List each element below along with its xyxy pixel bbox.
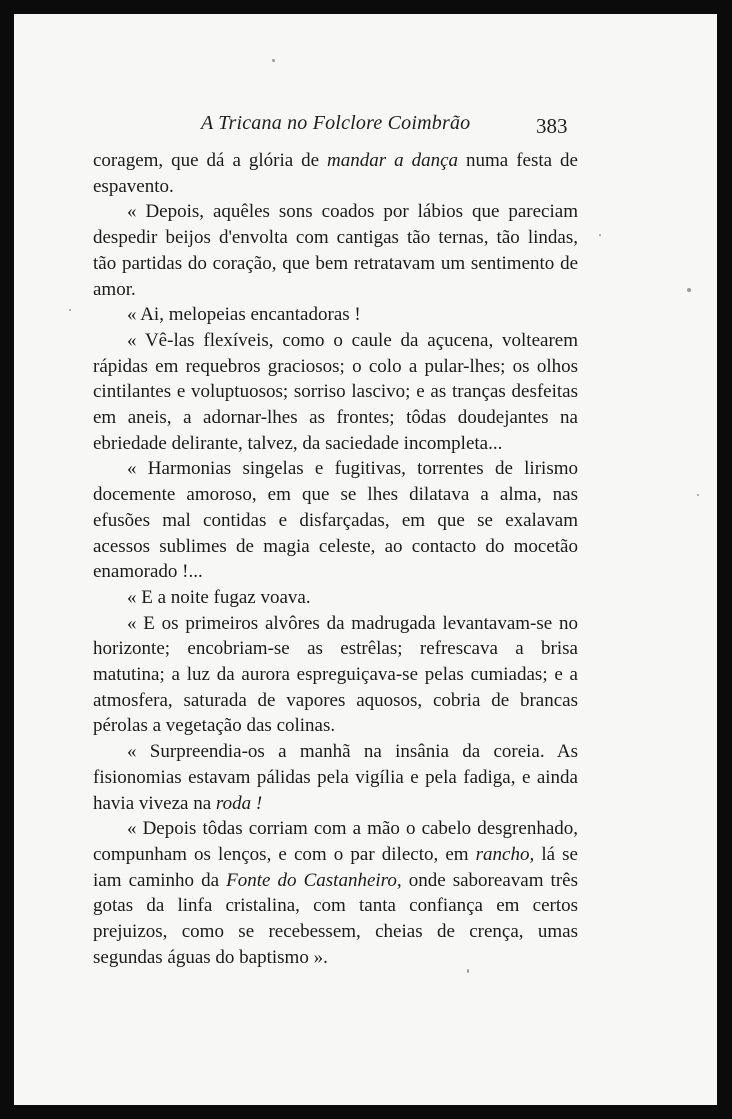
paragraph: « E a noite fugaz voava. — [127, 586, 311, 608]
page-header — [14, 112, 717, 142]
running-title: A Tricana no Folclore Coimbrão — [201, 112, 471, 134]
book-page — [14, 14, 717, 1105]
scan-speck — [467, 969, 469, 973]
scan-speck — [697, 494, 699, 496]
paragraph: « Depois tôdas corriam com a mão o cabelo desgrenhado, compunham os lenços, e com o par dilecto, em rancho, lá se iam caminho da Fonte do Castanheiro, onde saboreavam três gotas da linfa cristalina, com tanta confiança em certos prejuizos, como se recebessem, cheias de crença, umas segundas águas do baptismo ». — [93, 818, 578, 968]
paragraph: « Depois, aquêles sons coados por lábios que pareciam despedir beijos d'envolta com cantigas tão ternas, tão lindas, tão partidas do coração, que bem retratavam um sentimento de amor. — [93, 201, 578, 300]
body-text — [93, 148, 578, 971]
scan-speck — [272, 59, 275, 62]
scan-speck — [69, 309, 71, 311]
paragraph: « Ai, melopeias encantadoras ! — [127, 304, 361, 326]
page-number: 383 — [536, 114, 568, 138]
paragraph: coragem, que dá a glória de mandar a dança numa festa de espavento. — [93, 150, 578, 197]
paragraph: « E os primeiros alvôres da madrugada levantavam-se no horizonte; encobriam-se as estrêlas; refrescava a brisa matutina; a luz da aurora espreguiçava-se pelas cumiadas; e a atmosfera, saturada de vapores aquosos, cobria de brancas pérolas a vegetação das colinas. — [93, 612, 578, 737]
paragraph: « Vê-las flexíveis, como o caule da açucena, voltearem rápidas em requebros graciosos; o colo a pular-lhes; os olhos cintilantes e voluptuosos; sorriso lascivo; e as tranças desfeitas em aneis, a adornar-lhes as frontes; tôdas doudejantes na ebriedade delirante, talvez, da saciedade incompleta... — [93, 329, 578, 454]
paragraph: « Harmonias singelas e fugitivas, torrentes de lirismo docemente amoroso, em que se lhes dilatava a alma, nas efusões mal contidas e disfarçadas, em que se exalavam acessos sublimes de magia celeste, ao contacto do mocetão enamorado !... — [93, 458, 578, 583]
paragraph: « Surpreendia-os a manhã na insânia da coreia. As fisionomias estavam pálidas pela vigília e pela fadiga, e ainda havia viveza na roda ! — [93, 741, 578, 814]
scan-speck — [599, 234, 601, 236]
scan-speck — [687, 288, 691, 292]
